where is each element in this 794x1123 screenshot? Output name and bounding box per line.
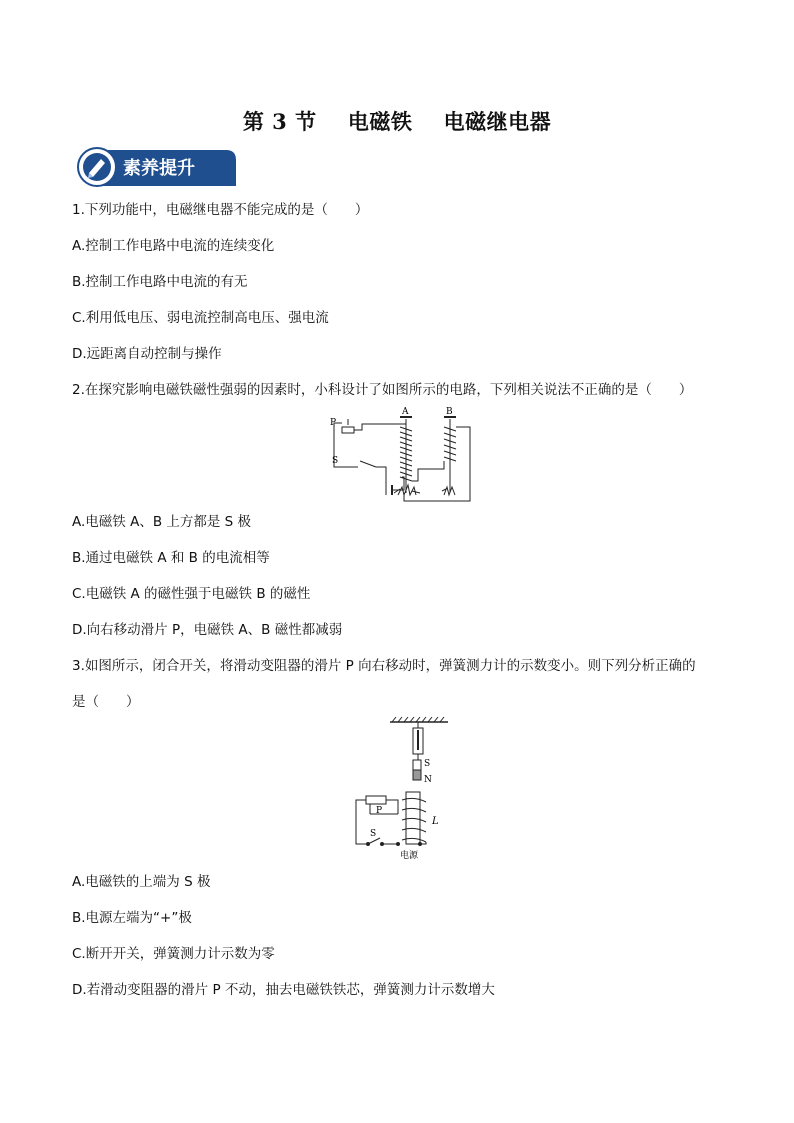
question-2-option-d: D.向右移动滑片 P，电磁铁 A、B 磁性都减弱: [72, 622, 343, 638]
figure-spring-balance-circuit: [340, 716, 460, 862]
question-1-option-d: D.远距离自动控制与操作: [72, 346, 222, 362]
question-2-option-b: B.通过电磁铁 A 和 B 的电流相等: [72, 550, 270, 566]
question-3-stem-line-1: 3.如图所示，闭合开关，将滑动变阻器的滑片 P 向右移动时，弹簧测力计的示数变小。则下列分析正确的: [72, 658, 696, 674]
question-2-option-c: C.电磁铁 A 的磁性强于电磁铁 B 的磁性: [72, 586, 311, 602]
label-a: A: [402, 407, 409, 417]
question-1-stem: 1.下列功能中，电磁继电器不能完成的是（ ）: [72, 202, 369, 218]
question-1-option-a: A.控制工作电路中电流的连续变化: [72, 238, 275, 254]
question-3-option-d: D.若滑动变阻器的滑片 P 不动，抽去电磁铁铁芯，弹簧测力计示数增大: [72, 982, 495, 998]
label-s-magnet: S: [424, 759, 431, 769]
label-s: S: [332, 456, 339, 466]
page-title: 第 3 节 电磁铁 电磁继电器: [242, 109, 552, 134]
badge-label: 素养提升: [123, 158, 195, 179]
label-n-magnet: N: [424, 775, 432, 785]
label-p: P: [330, 418, 337, 428]
question-2-option-a: A.电磁铁 A、B 上方都是 S 极: [72, 514, 252, 530]
label-b: B: [446, 407, 453, 417]
question-1-option-c: C.利用低电压、弱电流控制高电压、强电流: [72, 310, 329, 326]
question-3-option-b: B.电源左端为“+”极: [72, 910, 192, 926]
figure-electromagnet-circuit: [318, 405, 478, 505]
label-s-switch: S: [370, 829, 377, 839]
label-l: L: [432, 816, 439, 827]
question-2-stem: 2.在探究影响电磁铁磁性强弱的因素时，小科设计了如图所示的电路，下列相关说法不正确的是（ ）: [72, 382, 693, 398]
section-badge: [76, 146, 238, 188]
label-p: P: [376, 806, 383, 816]
question-3-option-c: C.断开开关，弹簧测力计示数为零: [72, 946, 275, 962]
question-3-stem-line-2: 是（ ）: [72, 694, 140, 710]
label-power-source: 电源: [400, 851, 419, 861]
question-3-option-a: A.电磁铁的上端为 S 极: [72, 874, 211, 890]
question-1-option-b: B.控制工作电路中电流的有无: [72, 274, 248, 290]
